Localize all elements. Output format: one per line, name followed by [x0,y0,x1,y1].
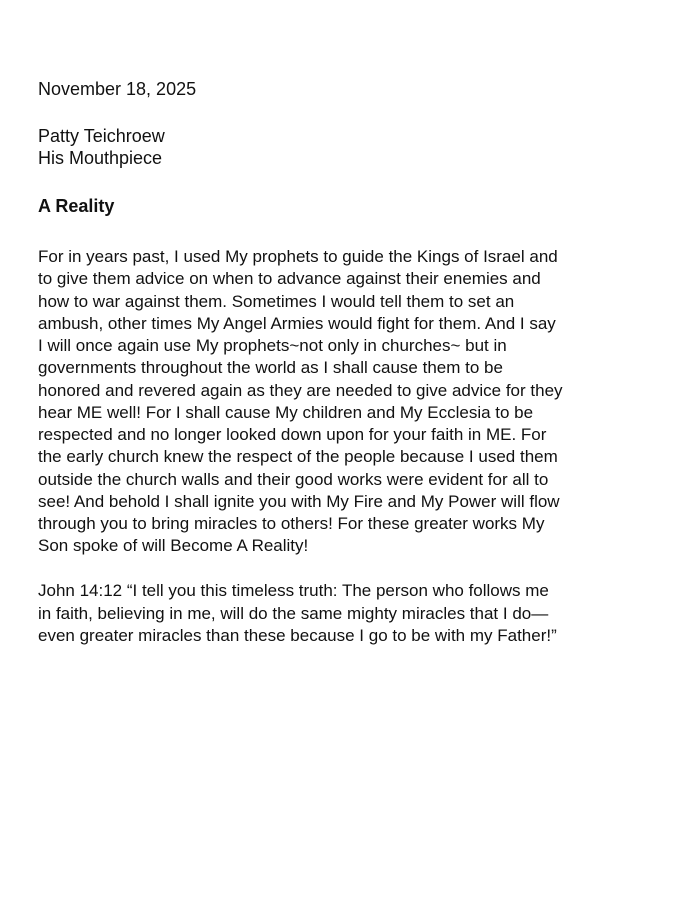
body-line: ambush, other times My Angel Armies would fight for them. And I say [38,313,556,333]
body-line: to give them advice on when to advance against their enemies and [38,269,541,289]
body-line: through you to bring miracles to others! For these greater works My [38,514,545,533]
body-line: honored and revered again as they are needed to give advice for they [38,380,563,400]
letter-title: A Reality [38,196,115,216]
author-name: Patty Teichroew [38,126,165,146]
scripture-quote [38,580,557,648]
body-line: Son spoke of will Become A Reality! [38,536,309,556]
body-line: see! And behold I shall ignite you with My Fire and My Power will flow [38,491,560,511]
body-line: respected and no longer looked down upon for your faith in ME. For [38,425,547,444]
scripture-line: even greater miracles than these because I go to be with my Father!” [38,626,557,645]
body-line: hear ME well! For I shall cause My children and My Ecclesia to be [38,402,534,422]
scripture-line: John 14:12 “I tell you this timeless truth: The person who follows me [38,581,549,600]
body-line: governments throughout the world as I shall cause them to be [38,358,503,378]
body-line: I will once again use My prophets~not only in churches~ but in [38,336,507,355]
body-line: outside the church walls and their good works were evident for all to [38,469,549,489]
scripture-line: in faith, believing in me, will do the same mighty miracles that I do— [38,603,549,623]
author-block [38,125,165,169]
body-line: For in years past, I used My prophets to guide the Kings of Israel and [38,247,558,266]
body-line: the early church knew the respect of the people because I used them [38,447,558,467]
author-role: His Mouthpiece [38,148,163,168]
letter-date: November 18, 2025 [38,79,197,99]
body-line: how to war against them. Sometimes I would tell them to set an [38,291,515,311]
letter-body [38,246,563,558]
